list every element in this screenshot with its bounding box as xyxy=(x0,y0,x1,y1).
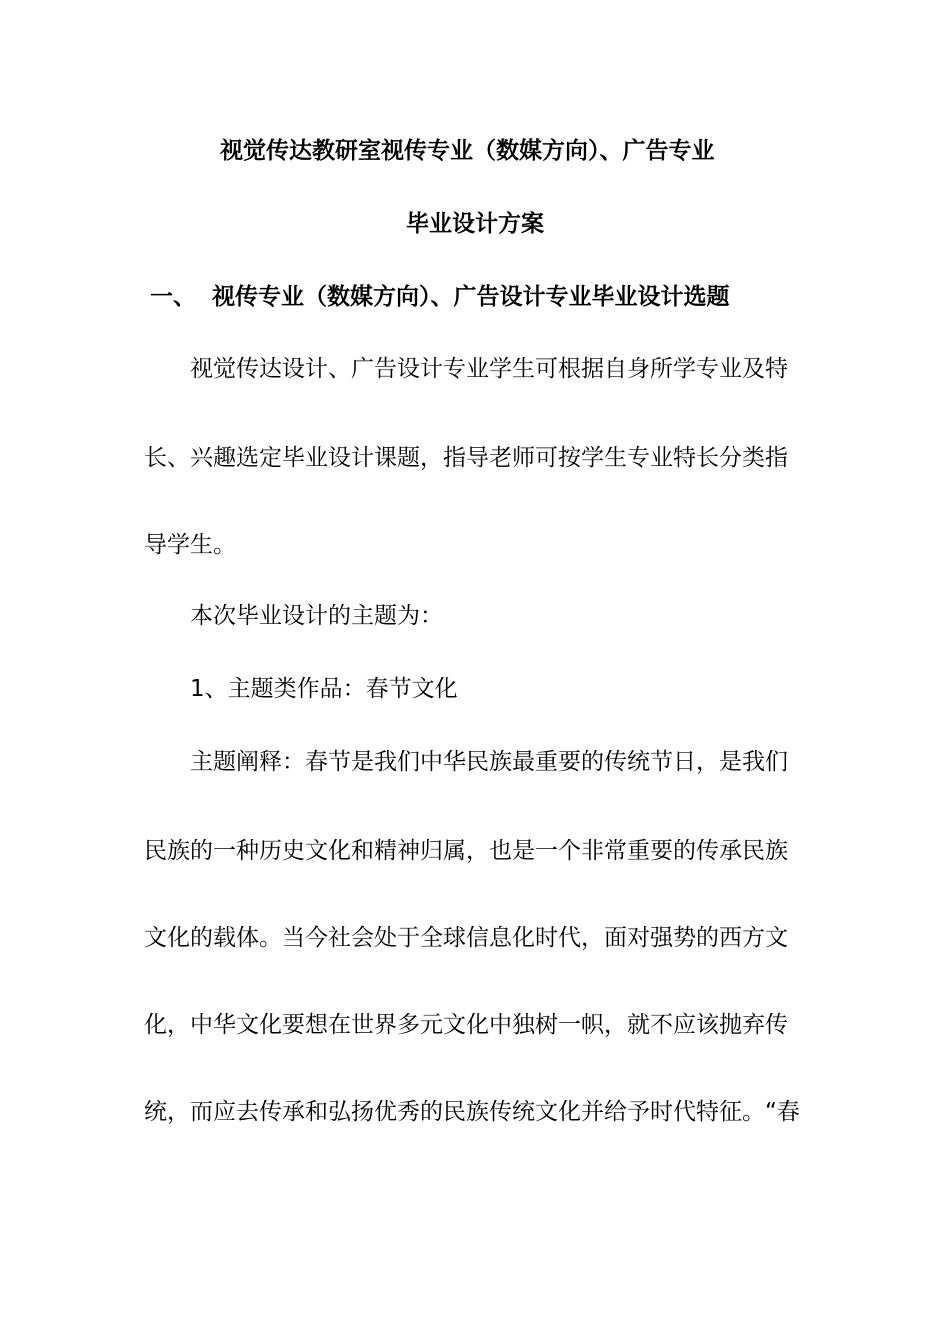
explanation-line: 文化的载体。当今社会处于全球信息化时代，面对强势的西方文 xyxy=(144,925,788,951)
explanation-line: 主题阐释：春节是我们中华民族最重要的传统节日，是我们 xyxy=(190,749,788,775)
section-heading-text: 视传专业（数媒方向）、广告设计专业毕业设计选题 xyxy=(212,284,730,310)
section-heading xyxy=(150,282,730,312)
paragraph-line: 长、兴趣选定毕业设计课题，指导老师可按学生专业特长分类指 xyxy=(144,445,788,471)
document-title-line1: 视觉传达教研室视传专业（数媒方向）、广告专业 xyxy=(220,138,715,164)
explanation-line: 统，而应去传承和弘扬优秀的民族传统文化并给予时代特征。“春 xyxy=(144,1099,800,1125)
document-title-line2: 毕业设计方案 xyxy=(406,211,544,237)
explanation-line: 民族的一种历史文化和精神归属，也是一个非常重要的传承民族 xyxy=(144,838,788,864)
section-number: 一、 xyxy=(150,284,196,310)
theme-intro: 本次毕业设计的主题为： xyxy=(190,603,443,629)
paragraph-line: 视觉传达设计、广告设计专业学生可根据自身所学专业及特 xyxy=(190,356,788,382)
paragraph-line: 导学生。 xyxy=(144,532,236,558)
explanation-line: 化，中华文化要想在世界多元文化中独树一帜，就不应该抛弃传 xyxy=(144,1012,788,1038)
theme-item: 1、主题类作品：春节文化 xyxy=(190,676,458,702)
